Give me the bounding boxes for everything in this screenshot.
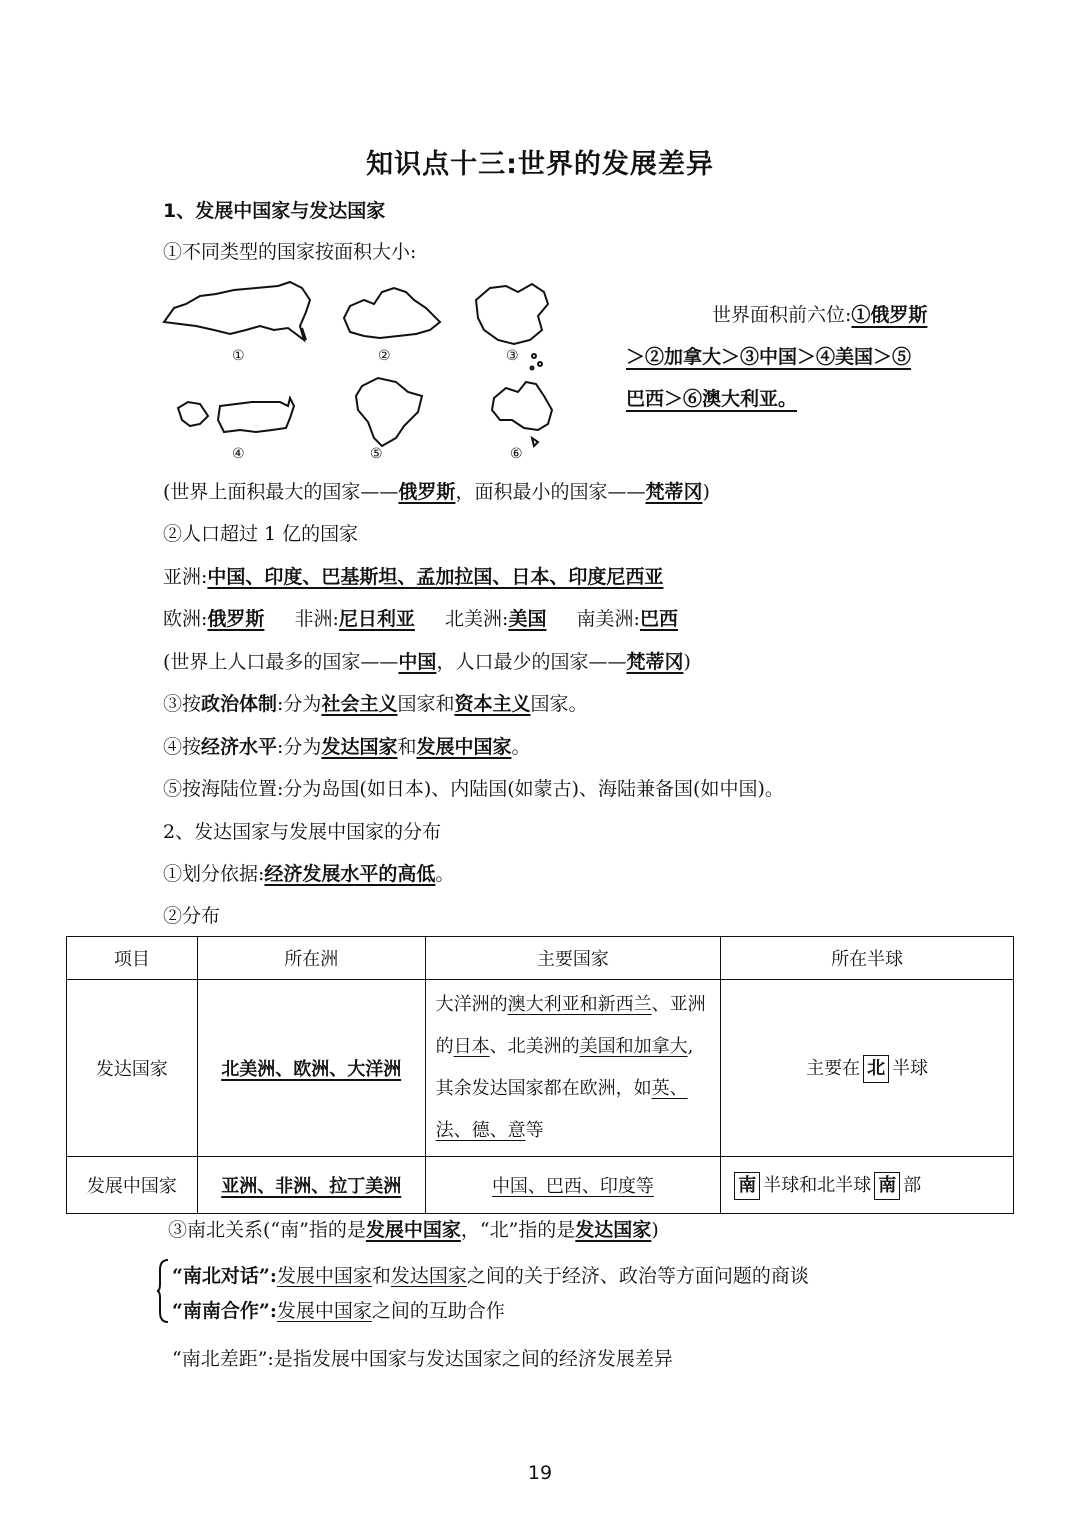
population-item-label: ②人口超过 1 亿的国家 <box>163 523 359 545</box>
dv-south-box-2: 南 <box>874 1172 900 1200</box>
dh-text-a: 主要在 <box>806 1057 861 1079</box>
asia-row <box>163 565 663 589</box>
smallest-country: 梵蒂冈 <box>645 481 703 503</box>
australia-map-icon <box>492 382 552 430</box>
division-basis-label: ①划分依据: <box>163 863 265 885</box>
developing-name: 发展中国家 <box>67 1157 198 1214</box>
developed-name: 发达国家 <box>67 980 198 1157</box>
africa-value: 尼日利亚 <box>338 608 415 630</box>
brazil-map-icon <box>356 378 422 446</box>
item3-keyword: 政治体制 <box>201 693 278 715</box>
most-populous-country: 中国 <box>398 651 437 673</box>
area-note-text-e: ) <box>702 481 710 503</box>
developing-term: 发展中国家 <box>416 736 512 758</box>
dialog2-text-c: 之间的互助合作 <box>371 1300 505 1322</box>
developing-continents <box>197 1157 425 1214</box>
dialog1-developing: 发展中国家 <box>276 1265 372 1287</box>
asia-value: 中国、印度、巴基斯坦、孟加拉国、日本、印度尼西亚 <box>207 566 664 588</box>
section-2-heading: 2、发达国家与发展中国家的分布 <box>163 821 442 843</box>
map-label-1: ① <box>232 348 245 364</box>
europe-label: 欧洲: <box>163 608 208 630</box>
developing-countries <box>425 1157 721 1214</box>
distribution-item-label: ②分布 <box>163 905 221 927</box>
dialog1-text-c: 和 <box>371 1265 391 1287</box>
area-note-text-c: ，面积最小的国家—— <box>455 481 646 503</box>
dh-text-b: 半球 <box>892 1057 929 1079</box>
item3-text-c: :分为 <box>277 693 322 715</box>
dialog2-label: “南南合作”: <box>172 1300 277 1322</box>
north-south-relation <box>168 1218 659 1242</box>
dc-na-countries: 美国和加拿大 <box>579 1036 688 1057</box>
dc-text-3: 、亚洲的 <box>435 994 706 1057</box>
dc-text-1: 大洋洲的 <box>435 994 508 1015</box>
page-number: 19 <box>527 1462 553 1484</box>
map-label-5: ⑤ <box>370 446 383 462</box>
pop-note-text-e: ) <box>683 651 691 673</box>
north-america-value: 美国 <box>508 608 547 630</box>
ranking-prefix: 世界面积前六位: <box>712 304 852 326</box>
section-1-heading: 1、发展中国家与发达国家 <box>163 200 386 222</box>
capitalist-term: 资本主义 <box>454 693 531 715</box>
africa-label: 非洲: <box>294 608 339 630</box>
developed-continents-value: 北美洲、欧洲、大洋洲 <box>221 1059 402 1080</box>
south-america-value: 巴西 <box>639 608 678 630</box>
area-item-label: ①不同类型的国家按面积大小: <box>163 241 417 263</box>
item3-text-e: 国家和 <box>397 693 455 715</box>
map-label-4: ④ <box>232 446 245 462</box>
north-south-dialogue <box>172 1264 809 1288</box>
economic-level-item <box>163 735 531 759</box>
item4-text-a: ④按 <box>163 736 202 758</box>
header-countries: 主要国家 <box>425 937 721 980</box>
ns-north-meaning: 发达国家 <box>575 1219 652 1241</box>
header-continent: 所在洲 <box>197 937 425 980</box>
area-note <box>163 480 710 504</box>
pop-note-text-c: ，人口最少的国家—— <box>436 651 627 673</box>
socialist-term: 社会主义 <box>321 693 398 715</box>
division-basis-item <box>163 862 454 886</box>
table-row-developing <box>67 1157 1014 1214</box>
area-ranking-line-3: 巴西＞⑥澳大利亚。 <box>626 388 798 410</box>
dv-text-mid: 半球和北半球 <box>763 1174 872 1196</box>
russia-map-icon <box>164 282 310 340</box>
header-hemisphere: 所在半球 <box>721 937 1014 980</box>
north-america-label: 北美洲: <box>445 608 509 630</box>
developing-hemisphere <box>721 1157 1014 1214</box>
pop-note-text-a: (世界上人口最多的国家—— <box>163 651 399 673</box>
division-basis-value: 经济发展水平的高低 <box>264 863 436 885</box>
population-note <box>163 650 691 674</box>
table-row-developed <box>67 980 1014 1157</box>
largest-country: 俄罗斯 <box>398 481 456 503</box>
continents-row <box>163 607 678 631</box>
dialog2-developing: 发展中国家 <box>276 1300 372 1322</box>
area-ranking-line-1 <box>712 303 927 327</box>
dc-oceania-countries: 澳大利亚和新西兰 <box>507 994 652 1015</box>
map-label-2: ② <box>378 348 391 364</box>
south-america-label: 南美洲: <box>576 608 640 630</box>
dc-text-9: 等 <box>525 1120 544 1141</box>
map-label-3: ③ <box>506 348 519 364</box>
dialog1-text-e: 之间的关于经济、政治等方面问题的商谈 <box>466 1265 809 1287</box>
canada-map-icon <box>344 288 440 338</box>
dc-text-5: 、北美洲的 <box>489 1036 580 1057</box>
item4-text-c: :分为 <box>277 736 322 758</box>
country-maps <box>160 278 620 468</box>
item3-text-g: 国家。 <box>530 693 588 715</box>
item3-text-a: ③按 <box>163 693 202 715</box>
political-system-item <box>163 692 588 716</box>
dc-text-7: ,其余发达国家都在欧洲，如 <box>435 1036 694 1099</box>
item4-keyword: 经济水平 <box>201 736 278 758</box>
developing-countries-value: 中国、巴西、印度等 <box>491 1176 654 1197</box>
developed-term: 发达国家 <box>321 736 398 758</box>
table-header-row <box>67 937 1014 980</box>
least-populous-country: 梵蒂冈 <box>626 651 684 673</box>
page-title: 知识点十三:世界的发展差异 <box>366 149 714 180</box>
ns-text-c: ，“北”指的是 <box>460 1219 576 1241</box>
usa-map-icon <box>218 398 294 432</box>
item4-text-g: 。 <box>511 736 531 758</box>
dh-north-box: 北 <box>863 1055 889 1083</box>
maps-svg <box>160 278 620 468</box>
brace-svg <box>156 1258 170 1324</box>
china-map-icon <box>476 284 548 344</box>
developing-continents-value: 亚洲、非洲、拉丁美洲 <box>221 1176 402 1197</box>
area-note-text-a: (世界上面积最大的国家—— <box>163 481 399 503</box>
land-sea-item: ⑤按海陆位置:分为岛国(如日本)、内陆国(如蒙古)、海陆兼备国(如中国)。 <box>163 778 784 800</box>
distribution-table <box>66 936 1014 1214</box>
dialog1-label: “南北对话”: <box>172 1265 277 1287</box>
dc-japan: 日本 <box>453 1036 490 1057</box>
brace-icon <box>156 1258 170 1324</box>
ns-south-meaning: 发展中国家 <box>365 1219 461 1241</box>
ns-text-e: ) <box>651 1219 659 1241</box>
north-south-gap: “南北差距”:是指发展中国家与发达国家之间的经济发展差异 <box>172 1348 673 1370</box>
dc-europe-countries: 英、法、德、意 <box>435 1078 688 1141</box>
ns-text-a: ③南北关系(“南”指的是 <box>168 1219 366 1241</box>
item4-text-e: 和 <box>397 736 417 758</box>
developed-countries <box>425 980 721 1157</box>
area-ranking-line-2: ＞②加拿大＞③中国＞④美国＞⑤ <box>626 346 912 368</box>
map-label-6: ⑥ <box>510 446 523 462</box>
europe-value: 俄罗斯 <box>207 608 265 630</box>
south-south-cooperation <box>172 1299 505 1323</box>
division-basis-end: 。 <box>435 863 455 885</box>
dialog1-developed: 发达国家 <box>390 1265 467 1287</box>
ranking-value-1: ①俄罗斯 <box>851 304 928 326</box>
dv-south-box-1: 南 <box>734 1172 760 1200</box>
asia-label: 亚洲: <box>163 566 208 588</box>
header-item: 项目 <box>67 937 198 980</box>
developed-continents <box>197 980 425 1157</box>
developed-hemisphere <box>721 980 1014 1157</box>
dv-text-end: 部 <box>903 1174 922 1196</box>
